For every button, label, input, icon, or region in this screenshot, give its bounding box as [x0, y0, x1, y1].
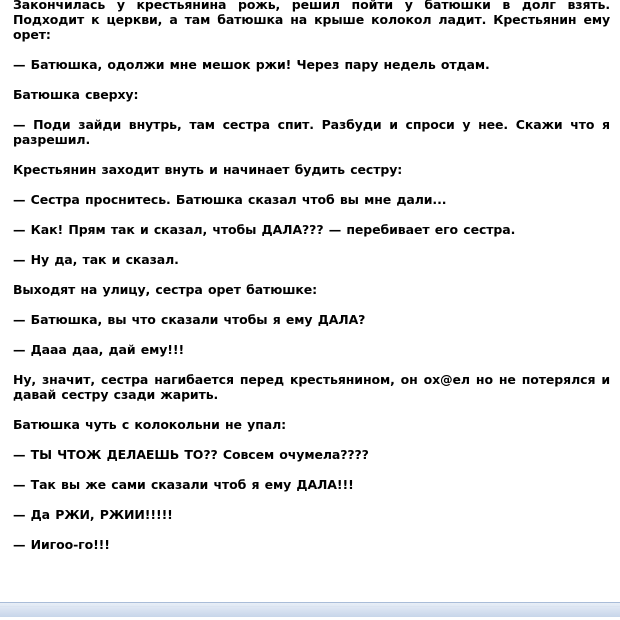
paragraph-9: Выходят на улицу, сестра орет батюшке:	[13, 282, 318, 297]
paragraph-6: — Сестра проснитесь. Батюшка сказал чтоб вы мне дали...	[13, 192, 447, 207]
paragraph-2: — Батюшка, одолжи мне мешок ржи! Через пару недель отдам.	[13, 57, 490, 72]
paragraph-17: — Иигоо-го!!!	[13, 537, 110, 552]
window-bottom-bar	[0, 602, 620, 617]
bottom-bar-highlight	[0, 606, 620, 607]
paragraph-4: — Поди зайди внутрь, там сестра спит. Разбуди и спроси у нее. Скажи что я разрешил.	[13, 117, 610, 147]
paragraph-5: Крестьянин заходит внуть и начинает будить сестру:	[13, 162, 403, 177]
paragraph-12: Ну, значит, сестра нагибается перед крестьянином, он ох@ел но не потерялся и давай сестру сзади жарить.	[13, 372, 610, 402]
paragraph-14: — ТЫ ЧТОЖ ДЕЛАЕШЬ ТО?? Совсем очумела????	[13, 447, 369, 462]
paragraph-15: — Так вы же сами сказали чтоб я ему ДАЛА!!!	[13, 477, 354, 492]
paragraph-1: Закончилась у крестьянина рожь, решил пойти у батюшки в долг взять. Подходит к церкви, а там батюшка на крыше колокол ладит. Крестьянин ему орет:	[13, 0, 610, 42]
paragraph-16: — Да РЖИ, РЖИИ!!!!!	[13, 507, 173, 522]
paragraph-7: — Как! Прям так и сказал, чтобы ДАЛА??? — перебивает его сестра.	[13, 222, 516, 237]
paragraph-11: — Дааа даа, дай ему!!!	[13, 342, 185, 357]
paragraph-8: — Ну да, так и сказал.	[13, 252, 179, 267]
paragraph-10: — Батюшка, вы что сказали чтобы я ему ДАЛА?	[13, 312, 366, 327]
paragraph-13: Батюшка чуть с колокольни не упал:	[13, 417, 287, 432]
document-text	[13, 0, 610, 552]
paragraph-3: Батюшка сверху:	[13, 87, 139, 102]
